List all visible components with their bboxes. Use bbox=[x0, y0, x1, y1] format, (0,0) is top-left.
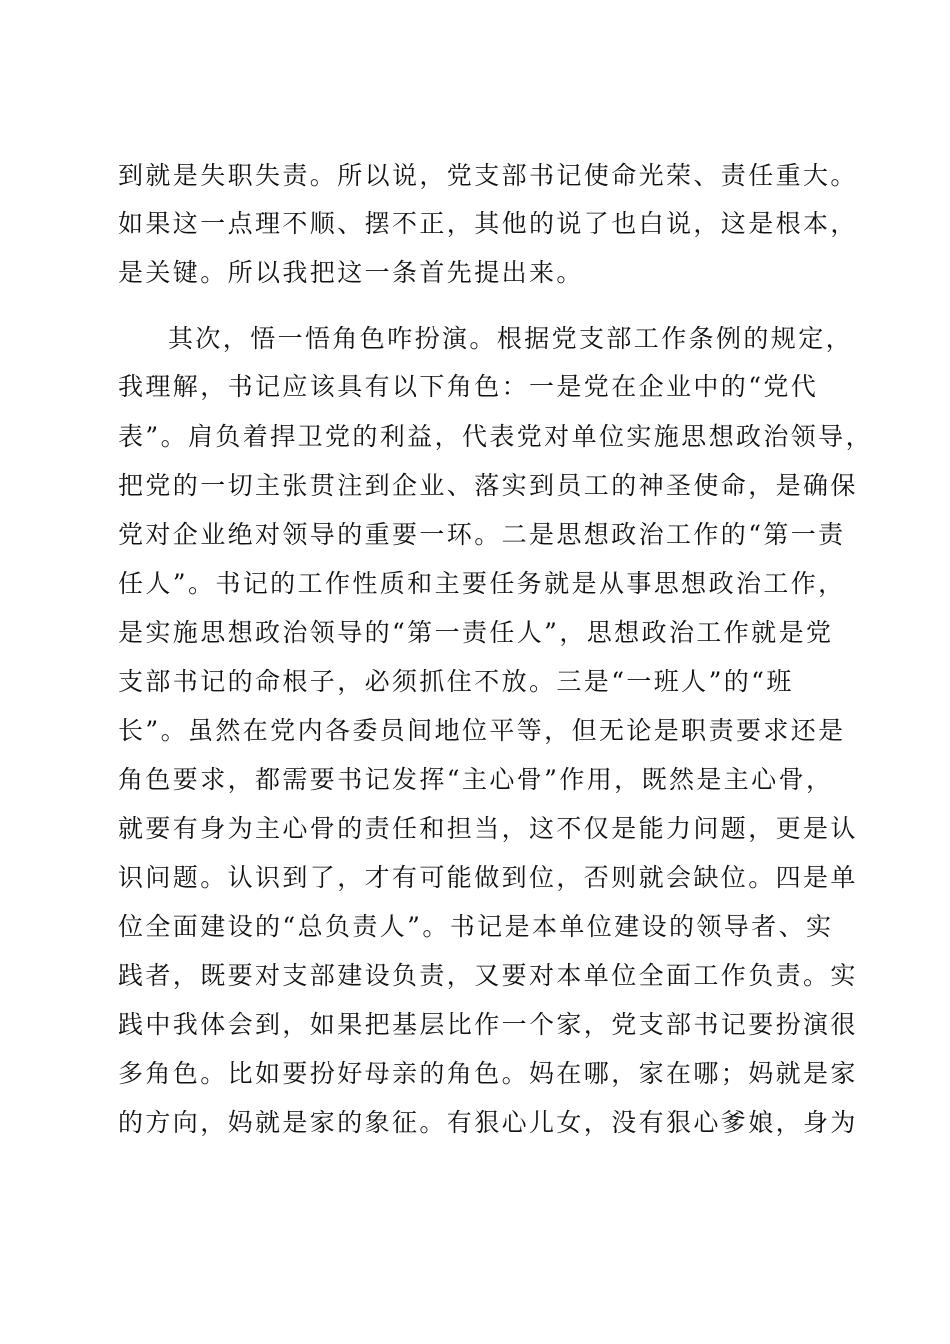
text-line-19: 多角色。比如要扮好母亲的角色。妈在哪，家在哪；妈就是家 bbox=[118, 1059, 858, 1088]
text-line-15: 识问题。认识到了，才有可能做到位，否则就会缺位。四是单 bbox=[118, 863, 858, 892]
text-line-20: 的方向，妈就是家的象征。有狠心儿女，没有狠心爹娘，身为 bbox=[118, 1108, 858, 1137]
text-line-5: 我理解，书记应该具有以下角色：一是党在企业中的“党代 bbox=[118, 372, 819, 401]
paragraph-start-line: 其次，悟一悟角色咋扮演。根据党支部工作条例的规定， bbox=[168, 324, 854, 353]
text-line-17: 践者，既要对支部建设负责，又要对本单位全面工作负责。实 bbox=[118, 961, 858, 990]
text-line-6: 表”。肩负着捍卫党的利益，代表党对单位实施思想政治领导， bbox=[118, 422, 873, 451]
text-line-1: 到就是失职失责。所以说，党支部书记使命光荣、责任重大。 bbox=[118, 161, 858, 190]
text-line-13: 角色要求，都需要书记发挥“主心骨”作用，既然是主心骨， bbox=[118, 765, 834, 794]
text-line-16: 位全面建设的“总负责人”。书记是本单位建设的领导者、实 bbox=[118, 912, 834, 941]
text-line-10: 是实施思想政治领导的“第一责任人”，思想政治工作就是党 bbox=[118, 618, 834, 647]
text-line-14: 就要有身为主心骨的责任和担当，这不仅是能力问题，更是认 bbox=[118, 814, 858, 843]
text-line-12: 长”。虽然在党内各委员间地位平等，但无论是职责要求还是 bbox=[118, 716, 846, 745]
text-line-2: 如果这一点理不顺、摆不正，其他的说了也白说，这是根本， bbox=[118, 209, 858, 238]
text-line-7: 把党的一切主张贯注到企业、落实到员工的神圣使命，是确保 bbox=[118, 471, 858, 500]
text-line-8: 党对企业绝对领导的重要一环。二是思想政治工作的“第一责 bbox=[118, 520, 846, 549]
text-line-18: 践中我体会到，如果把基层比作一个家，党支部书记要扮演很 bbox=[118, 1010, 858, 1039]
text-line-9: 任人”。书记的工作性质和主要任务就是从事思想政治工作， bbox=[118, 569, 846, 598]
text-line-3: 是关键。所以我把这一条首先提出来。 bbox=[118, 258, 584, 287]
text-line-11: 支部书记的命根子，必须抓住不放。三是“一班人”的“班 bbox=[118, 667, 794, 696]
